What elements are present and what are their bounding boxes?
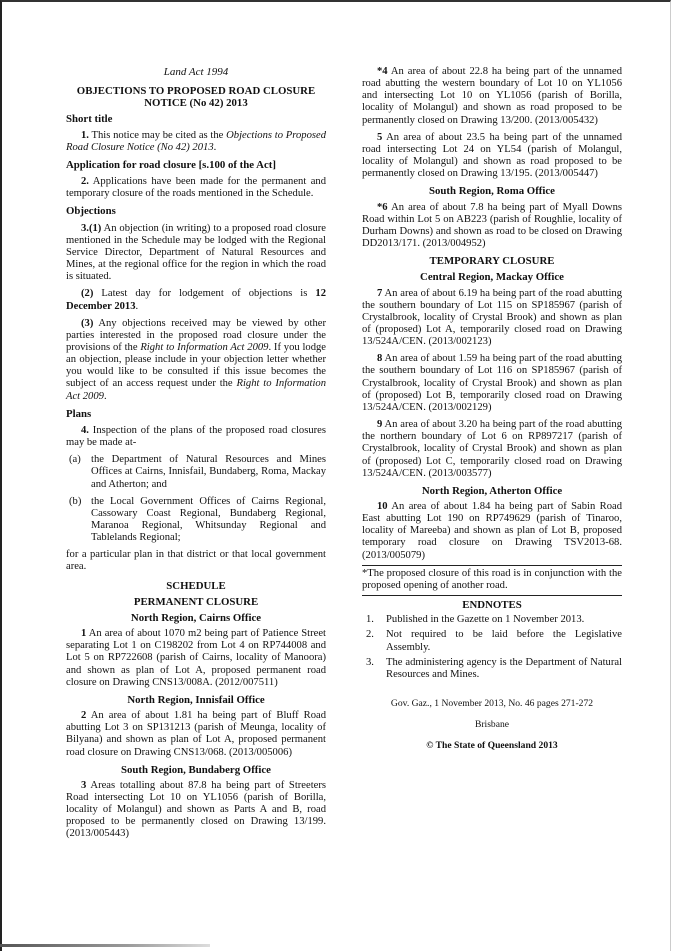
objections-paragraph-1: [66, 223, 326, 284]
plans-closing: for a particular plan in that district or that local government area.: [66, 549, 326, 573]
paragraph-text: An objection (in writing) to a proposed road closure mentioned in the Schedule may be lodged with the Regional Service Director, Department of Natural Resources and Mines, at the regional office for the region in which the road is situated.: [66, 222, 326, 283]
endnote-text: Not required to be laid before the Legislative Assembly.: [386, 629, 622, 653]
entry-text: An area of about 3.20 ha being part of the road abutting the northern boundary of Lot 6 on RP897217 (parish of Crystalbrook, locality of Crystal Brook) and shown as plan of (proposed) Lot C, temporarily closed road on Drawing 13/524A/CEN. (2013/003577): [362, 419, 622, 479]
entry-number: *6: [377, 201, 388, 213]
act-reference: Right to Information Act 2009: [66, 378, 327, 402]
entry-text: An area of about 23.5 ha being part of the unnamed road intersecting Lot 24 on YL54 (parish of Molangul, locality of Molangul) and shown as road proposed to be permanently closed on Drawing 13/195. (2013/005447): [362, 131, 622, 180]
item-text: the Department of Natural Resources and Mines Offices at Cairns, Innisfail, Bundaberg, Roma, Mackay and Atherton; and: [91, 454, 326, 490]
act-name: Land Act 1994: [163, 66, 229, 78]
paragraph-text: .: [213, 141, 217, 153]
plans-intro: [66, 425, 326, 449]
section-number: 1.: [81, 129, 89, 141]
item-label: (b): [69, 495, 82, 507]
objections-paragraph-2: [66, 288, 326, 312]
paragraph-text: Applications have been made for the permanent and temporary closure of the roads mentioned in the Schedule.: [66, 176, 326, 200]
endnote-item: [366, 629, 622, 653]
entry-number: 1: [81, 628, 87, 640]
item-text: the Local Government Offices of Cairns Regional, Cassowary Coast Regional, Bundaberg Regional, Maranoa Regional, Whitsunday Regional and Tablelands Regional;: [91, 495, 326, 544]
schedule-heading: SCHEDULE: [166, 579, 226, 592]
endnotes-heading: ENDNOTES: [462, 599, 522, 612]
left-column: [66, 0, 326, 841]
paragraph-text: .: [103, 390, 107, 402]
office-heading: North Region, Innisfail Office: [127, 693, 265, 706]
entry-text: Areas totalling about 87.8 ha being part of Streeters Road intersecting Lot 10 on YL1056 (parish of Borilla, locality of Molangul) and shown as Parts A and B, road proposed to be permanently closed on Drawing 13/199. (2013/005443): [66, 779, 326, 840]
section-number: (2): [81, 288, 94, 300]
entry-text: An area of about 1070 m2 being part of Patience Street separating Lot 1 on C198202 from Lot 4 on RP744008 and Lot 5 on RP722608 (parish of Cairns, locality of Manoora) and shown as plan of Lot A, proposed permanent road closure on Drawing CNS13/008A. (2012/007511): [66, 628, 326, 688]
paragraph-text: .: [135, 300, 139, 312]
schedule-entry: [66, 628, 326, 689]
schedule-entry: [362, 353, 622, 414]
paragraph-text: Any objections received may be viewed by other parties interested in the proposed road closure under the provisions of the: [66, 317, 326, 353]
entry-number: 3: [81, 779, 87, 791]
entry-text: An area of about 1.84 ha being part of Sabin Road East abutting Lot 190 on RP749629 (parish of Tinaroo, locality of Mareeba) and shown as plan of Lot B, proposed temporary road closure on Drawing TSV2013-68. (2013/005079): [362, 501, 622, 561]
temporary-closure-heading: TEMPORARY CLOSURE: [429, 255, 555, 268]
office-heading: South Region, Roma Office: [429, 185, 555, 198]
endnote-item: [366, 656, 622, 681]
endnote-number: 3.: [366, 656, 374, 668]
schedule-entry: [362, 288, 622, 349]
section-number: (3): [81, 317, 94, 329]
objections-paragraph-3: [66, 318, 326, 403]
paragraph-text: Inspection of the plans of the proposed road closures may be made at-: [66, 424, 326, 449]
short-title-heading: Short title: [66, 113, 113, 126]
endnote-item: [366, 614, 622, 626]
endnote-text: Published in the Gazette on 1 November 2013.: [386, 614, 585, 626]
entry-number: 9: [377, 419, 383, 431]
short-title-paragraph: [66, 130, 326, 154]
section-number: 3.(1): [81, 222, 102, 234]
footnote: *The proposed closure of this road is in conjunction with the proposed opening of another road.: [362, 567, 622, 591]
item-label: (a): [69, 454, 81, 466]
entry-text: An area of about 1.81 ha being part of Bluff Road abutting Lot 3 on SP131213 (parish of Meunga, locality of Bilyana) and shown as plan of Lot A, proposed permanent road closure on Drawing CNS13/068. (2013/005006): [66, 710, 326, 758]
schedule-entry: [362, 66, 622, 127]
entry-text: An area of about 1.59 ha being part of the road abutting the southern boundary of Lot 116 on SP185967 (parish of Crystalbrook, locality of Crystal Brook) and shown as plan of (proposed) Lot B, temporarily closed road on Drawing 13/524A/CEN. (2013/002129): [362, 353, 622, 413]
publication-place: Brisbane: [474, 719, 510, 731]
footnote-bottom-rule: [362, 595, 622, 596]
act-reference: Right to Information Act 2009: [140, 341, 269, 353]
office-heading: South Region, Bundaberg Office: [121, 763, 271, 776]
plans-item-a: [66, 454, 326, 490]
right-column: [362, 0, 622, 753]
entry-text: An area of about 6.19 ha being part of the road abutting the southern boundary of Lot 115 on SP185967 (parish of Crystalbrook, locality of Crystal Brook) and shown as plan of (proposed) Lot A, temporarily closed road on Drawing 13/524A/CEN. (2013/002123): [362, 287, 622, 348]
paragraph-text: . If you lodge an objection, please include in your objection letter whether you would like to be consulted if this issue becomes the subject of an access request under the: [66, 341, 327, 390]
objection-deadline: 12 December 2013: [66, 288, 326, 312]
gazette-reference: Gov. Gaz., 1 November 2013, No. 46 pages 271-272: [390, 698, 594, 710]
endnotes-list: [362, 614, 622, 681]
schedule-entry: [362, 501, 622, 562]
schedule-entry: [66, 710, 326, 759]
entry-number: 7: [377, 287, 383, 299]
copyright-notice: © The State of Queensland 2013: [426, 740, 558, 752]
application-paragraph: [66, 176, 326, 200]
entry-number: 10: [377, 501, 388, 512]
entry-number: 8: [377, 353, 383, 365]
notice-title-line2: NOTICE (No 42) 2013: [144, 97, 248, 110]
objections-heading: Objections: [66, 205, 116, 218]
entry-text: An area of about 7.8 ha being part of Myall Downs Road within Lot 5 on AB223 (parish of Roughlie, locality of Durham Downs) and shown as road to be closed on Drawing DD2013/171. (2013/004952): [362, 201, 622, 250]
entry-number: 5: [377, 131, 383, 143]
office-heading: North Region, Cairns Office: [130, 611, 262, 624]
paragraph-text: This notice may be cited as the: [88, 129, 227, 141]
application-heading: Application for road closure [s.100 of the Act]: [66, 158, 276, 171]
notice-title-line1: OBJECTIONS TO PROPOSED ROAD CLOSURE: [76, 85, 316, 98]
section-number: 4.: [81, 424, 89, 436]
permanent-closure-heading: PERMANENT CLOSURE: [133, 595, 259, 608]
entry-number: 2: [81, 710, 87, 722]
office-heading: Central Region, Mackay Office: [420, 271, 564, 284]
schedule-entry: [362, 132, 622, 181]
office-heading: North Region, Atherton Office: [421, 484, 563, 497]
schedule-entry: [362, 419, 622, 480]
entry-number: *4: [377, 66, 388, 77]
entry-text: An area of about 22.8 ha being part of the unnamed road abutting the western boundary of Lot 10 on YL1056 and intersecting Lot 10 on YL1056 (parish of Borilla, locality of Molangul) and shown as road proposed to be permanently closed on Drawing 13/200. (2013/005432): [362, 66, 622, 126]
schedule-entry: [66, 780, 326, 841]
scan-edge-mark: [0, 944, 210, 947]
section-number: 2.: [81, 176, 89, 188]
endnote-text: The administering agency is the Department of Natural Resources and Mines.: [386, 656, 622, 680]
plans-item-b: [66, 496, 326, 545]
endnote-number: 1.: [366, 614, 374, 626]
endnote-number: 2.: [366, 629, 374, 641]
plans-heading: Plans: [66, 407, 92, 420]
schedule-entry: [362, 202, 622, 251]
footnote-top-rule: [362, 565, 622, 566]
paragraph-text: Latest day for lodgement of objections is: [93, 288, 316, 300]
notice-citation: Objections to Proposed Road Closure Notice (No 42) 2013: [66, 129, 326, 153]
